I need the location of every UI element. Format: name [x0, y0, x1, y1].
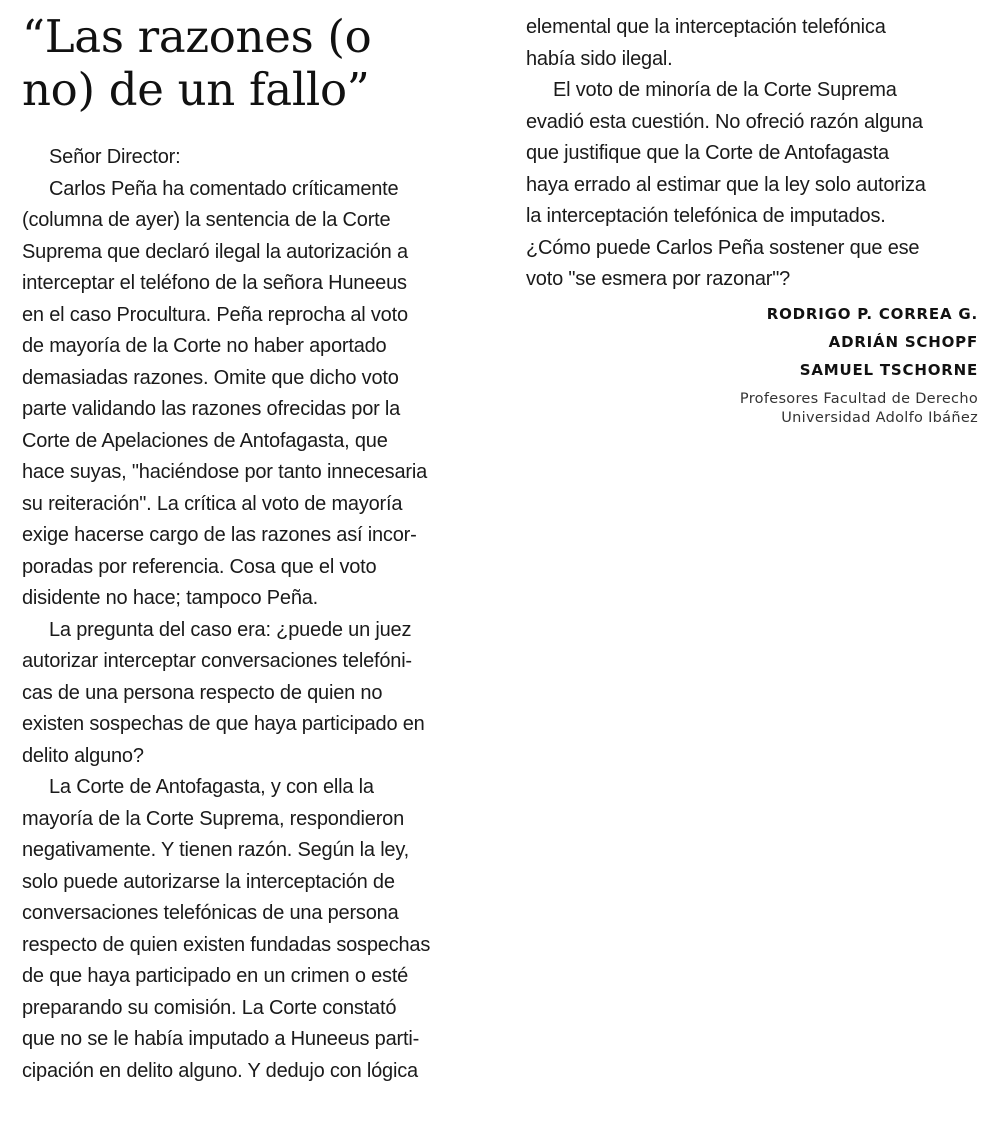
signatory-name: SAMUEL TSCHORNE — [799, 360, 978, 379]
text-line: evadió esta cuestión. No ofreció razón alguna — [526, 110, 923, 133]
text-line: hace suyas, "haciéndose por tanto innecesaria — [22, 461, 428, 483]
text-line: (columna de ayer) la sentencia de la Corte — [22, 209, 391, 231]
text-line: La pregunta del caso era: ¿puede un juez — [49, 618, 412, 641]
affiliation-line: Profesores Facultad de Derecho — [739, 390, 978, 407]
text-line: autorizar interceptar conversaciones telefóni- — [22, 650, 412, 672]
affiliation — [526, 390, 978, 428]
signatory-name: ADRIÁN SCHOPF — [828, 332, 978, 351]
text-line: que no se le había imputado a Huneeus parti- — [22, 1028, 420, 1050]
text-line: ¿Cómo puede Carlos Peña sostener que ese — [526, 236, 920, 259]
left-column — [22, 10, 470, 1087]
text-line: voto "se esmera por razonar"? — [526, 268, 791, 290]
left-column-body — [22, 142, 470, 1087]
text-line: Corte de Apelaciones de Antofagasta, que — [22, 429, 388, 452]
text-line: cipación en delito alguno. Y dedujo con lógica — [22, 1059, 418, 1082]
right-column-body — [526, 12, 978, 296]
signatures — [526, 300, 978, 384]
text-line: de que haya participado en un crimen o esté — [22, 965, 409, 987]
text-line: conversaciones telefónicas de una persona — [22, 902, 399, 924]
text-line: Carlos Peña ha comentado críticamente — [49, 177, 399, 200]
text-line: La Corte de Antofagasta, y con ella la — [49, 776, 374, 798]
text-line: existen sospechas de que haya participado en — [22, 713, 425, 735]
text-line: de mayoría de la Corte no haber aportado — [22, 335, 387, 357]
headline-line: no) de un fallo” — [22, 63, 370, 116]
text-line: cas de una persona respecto de quien no — [22, 681, 383, 704]
right-column — [526, 12, 978, 428]
text-line: en el caso Procultura. Peña reprocha al voto — [22, 303, 408, 326]
text-line: poradas por referencia. Cosa que el voto — [22, 555, 377, 578]
text-line: negativamente. Y tienen razón. Según la ley, — [22, 839, 410, 861]
text-line: El voto de minoría de la Corte Suprema — [553, 79, 897, 101]
text-line: mayoría de la Corte Suprema, respondieron — [22, 807, 405, 830]
salutation: Señor Director: — [49, 146, 181, 168]
text-line: haya errado al estimar que la ley solo autoriza — [526, 173, 926, 196]
text-line: la interceptación telefónica de imputados. — [526, 205, 886, 227]
text-line: su reiteración". La crítica al voto de mayoría — [22, 492, 403, 515]
text-line: delito alguno? — [22, 744, 144, 767]
text-line: Suprema que declaró ilegal la autorización a — [22, 240, 408, 263]
text-line: respecto de quien existen fundadas sospechas — [22, 933, 431, 956]
text-line: exige hacerse cargo de las razones así incor- — [22, 524, 417, 546]
signatory-name: RODRIGO P. CORREA G. — [766, 304, 978, 323]
headline — [22, 10, 470, 116]
text-line: preparando su comisión. La Corte constató — [22, 996, 397, 1019]
text-line: que justifique que la Corte de Antofagasta — [526, 142, 889, 164]
text-line: interceptar el teléfono de la señora Huneeus — [22, 272, 407, 294]
text-line: había sido ilegal. — [526, 47, 673, 70]
text-line: parte validando las razones ofrecidas por la — [22, 398, 401, 420]
text-line: demasiadas razones. Omite que dicho voto — [22, 366, 399, 389]
headline-line: “Las razones (o — [22, 10, 372, 63]
affiliation-line: Universidad Adolfo Ibáñez — [781, 409, 978, 426]
text-line: disidente no hace; tampoco Peña. — [22, 587, 319, 609]
text-line: elemental que la interceptación telefónica — [526, 16, 886, 38]
text-line: solo puede autorizarse la interceptación de — [22, 870, 395, 893]
